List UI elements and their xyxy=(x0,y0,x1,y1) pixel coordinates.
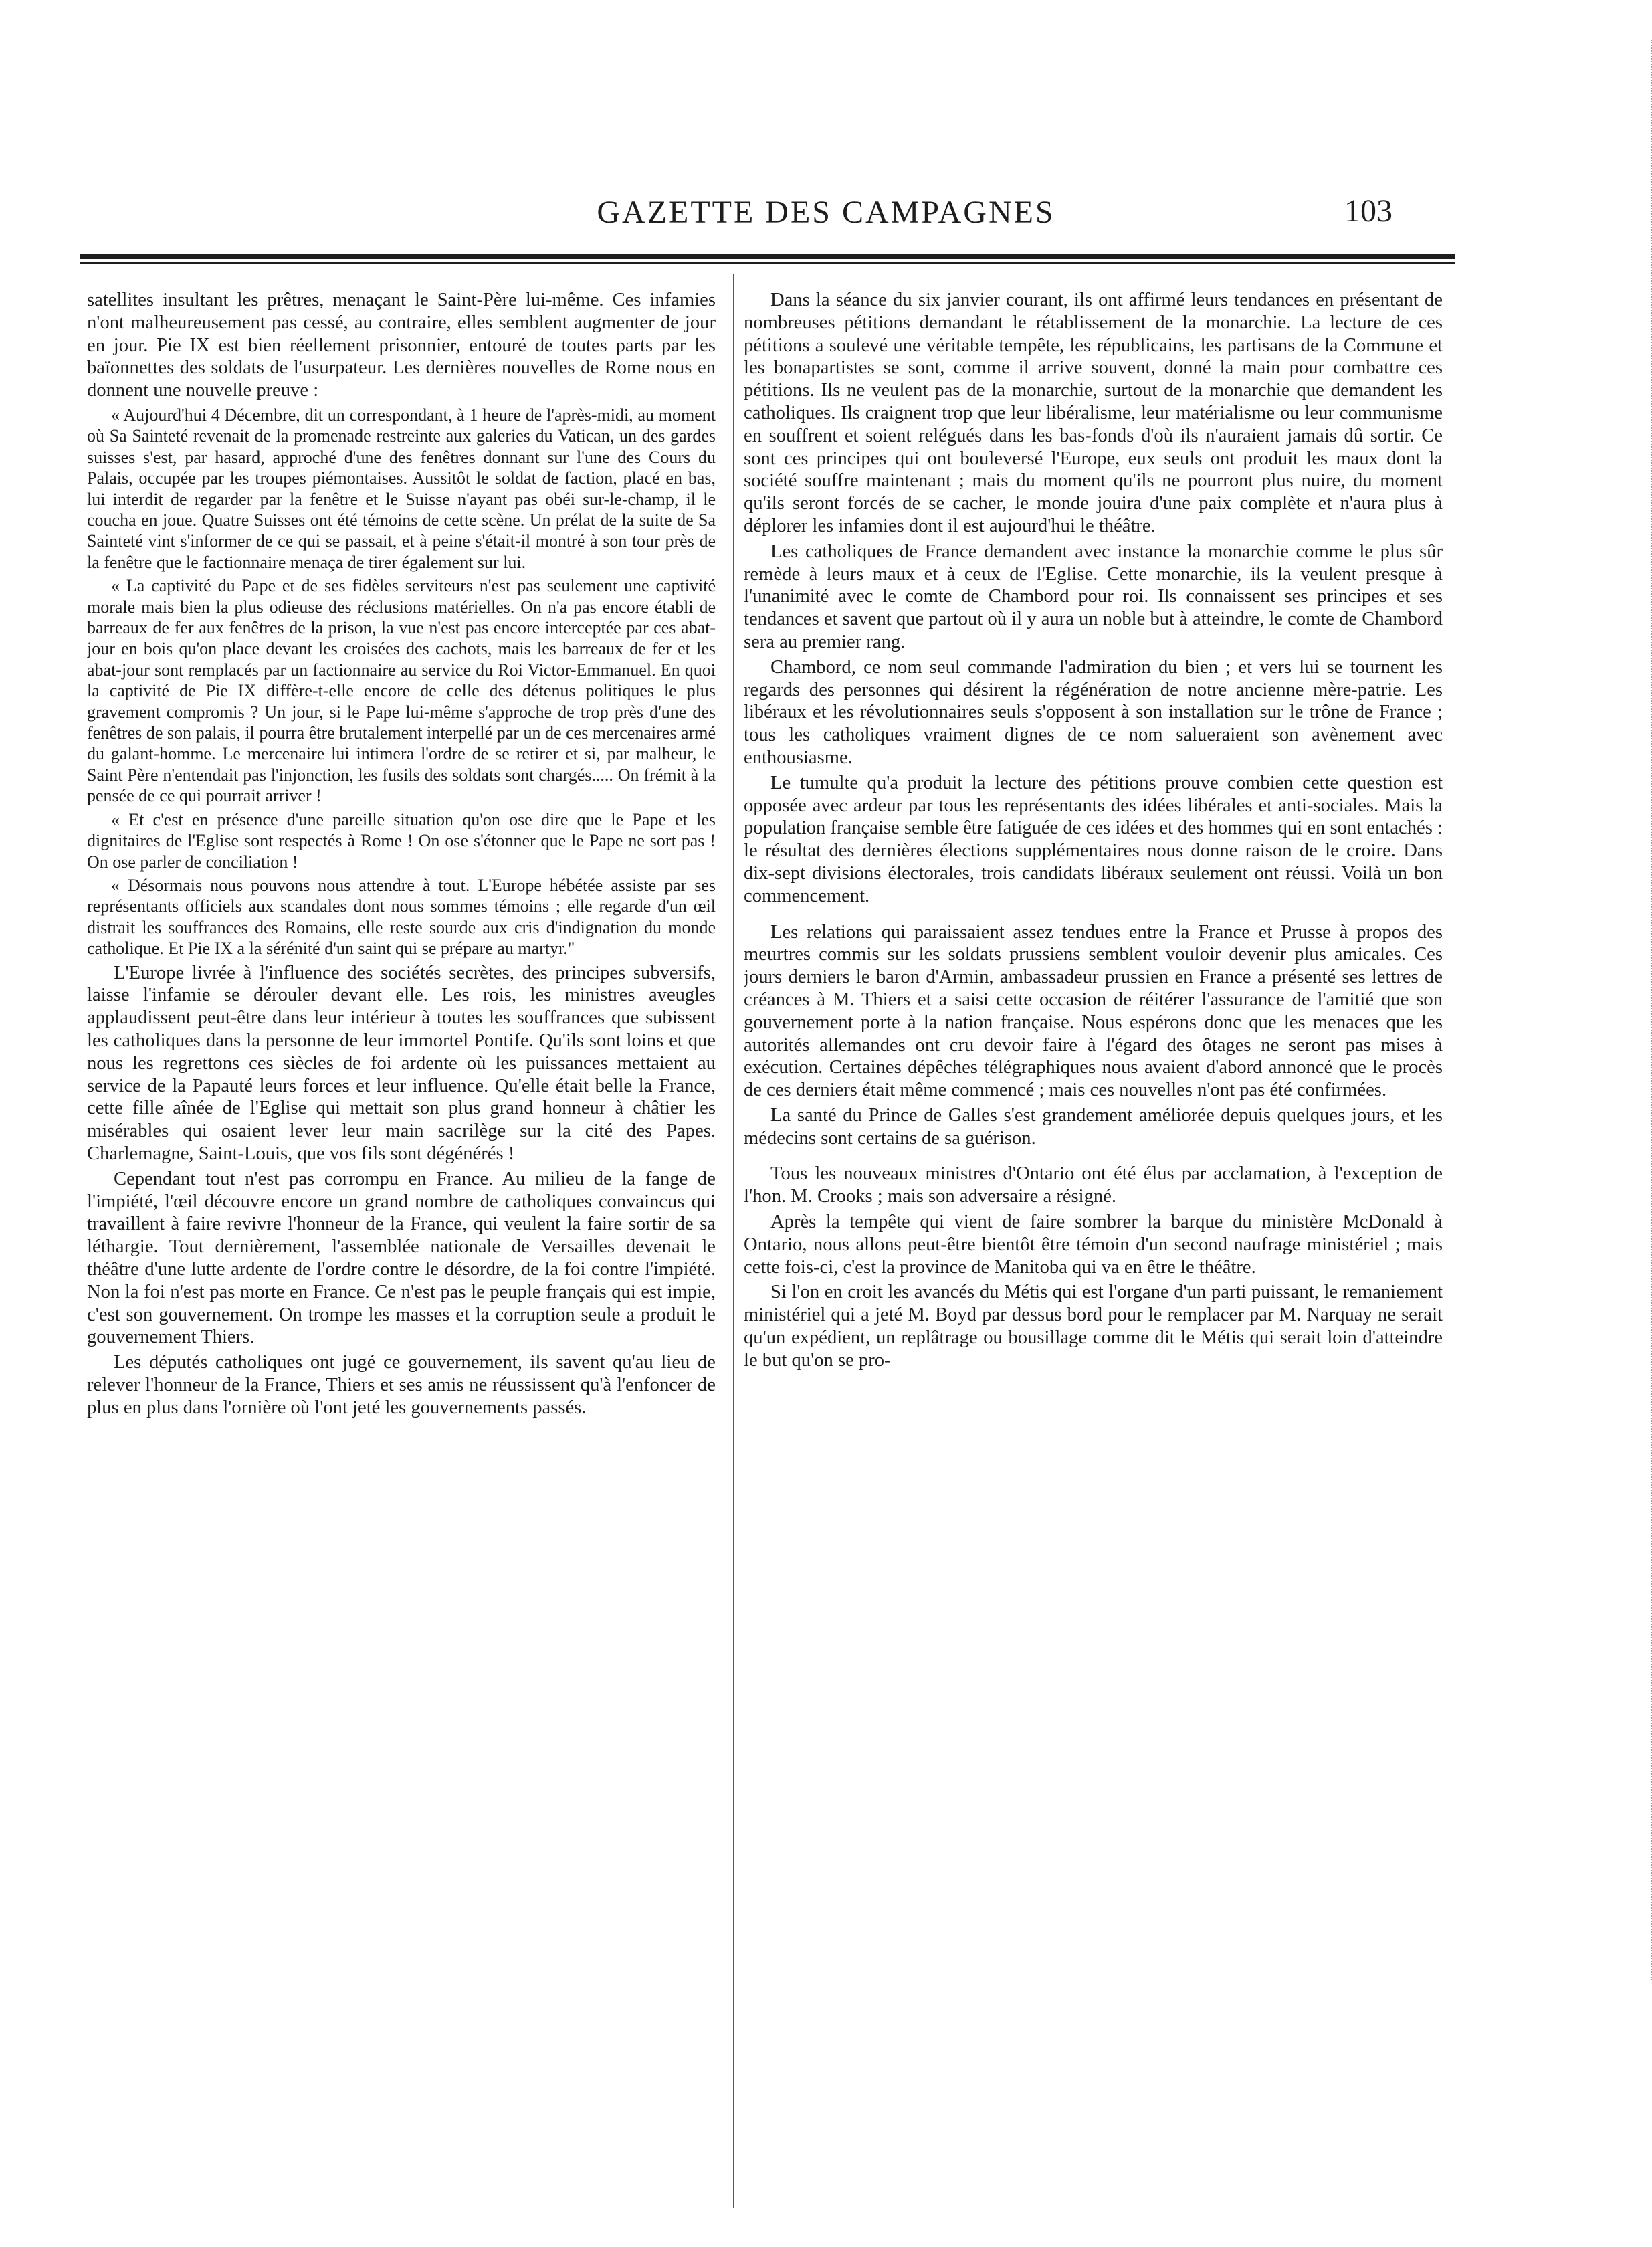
paragraph: Les députés catholiques ont jugé ce gouvernement, ils savent qu'au lieu de relever l'honneur de la France, Thiers et ses amis ne réussissent qu'à l'enfoncer de plus en plus dans l'ornière où l'ont jeté les gouvernements passés. xyxy=(87,1352,716,1418)
left-column xyxy=(87,289,716,2216)
quote-paragraph: « Et c'est en présence d'une pareille situation qu'on ose dire que le Pape et les dignitaires de l'Eglise sont respectés à Rome ! On ose s'étonner que le Pape ne sort pas ! On ose parler de conciliation ! xyxy=(87,809,716,872)
paragraph: Cependant tout n'est pas corrompu en France. Au milieu de la fange de l'impiété, l'œil découvre encore un grand nombre de catholiques convaincus qui travaillent à faire revivre l'honneur de la France, qui veulent la faire sortir de sa léthargie. Tout dernièrement, l'assemblée nationale de Versailles devenait le théâtre d'une lutte ardente de l'ordre contre le désordre, de la foi contre l'impiété. Non la foi n'est pas morte en France. Ce n'est pas le peuple français qui est impie, c'est son gouvernement. On trompe les masses et la corruption seule a produit le gouvernement Thiers. xyxy=(87,1168,716,1348)
right-column xyxy=(744,289,1443,2216)
quote-paragraph: « Aujourd'hui 4 Décembre, dit un correspondant, à 1 heure de l'après-midi, au moment où Sa Sainteté revenait de la promenade restreinte aux galeries du Vatican, un des gardes suisses s'est, par hasard, approché d'une des fenêtres donnant sur l'une des Cours du Palais, occupée par les troupes piémontaises. Aussitôt le soldat de faction, placé en bas, lui interdit de regarder par la fenêtre et le Suisse n'ayant pas obéi sur-le-champ, il le coucha en joue. Quatre Suisses ont été témoins de cette scène. Un prélat de la suite de Sa Sainteté vint s'informer de ce qui se passait, et à peine s'était-il montré à son tour près de la fenêtre que le factionnaire menaça de tirer également sur lui. xyxy=(87,405,716,572)
page-edge-mark xyxy=(1631,40,1652,1980)
paragraph: Tous les nouveaux ministres d'Ontario ont été élus par acclamation, à l'exception de l'hon. M. Crooks ; mais son adversaire a résigné. xyxy=(744,1163,1443,1207)
header-rule-thick xyxy=(80,254,1455,259)
paragraph: Après la tempête qui vient de faire sombrer la barque du ministère McDonald à Ontario, nous allons peut-être bientôt être témoin d'un second naufrage ministériel ; mais cette fois-ci, c'est la province de Manitoba qui va en être le théâtre. xyxy=(744,1211,1443,1278)
paragraph: L'Europe livrée à l'influence des sociétés secrètes, des principes subversifs, laisse l'infamie se dérouler devant elle. Les rois, les ministres aveugles applaudissent peut-être dans leur intérieur à toutes les souffrances que subissent les catholiques dans la personne de leur immortel Pontife. Qu'ils sont loins et que nous les regrettons ces siècles de foi ardente où les puissances mettaient au service de la Papauté leurs forces et leur influence. Qu'elle était belle la France, cette fille aînée de l'Eglise qui mettait son plus grand honneur à châtier les misérables qui osaient lever leur main sacrilège sur la cité des Papes. Charlemagne, Saint-Louis, que vos fils sont dégénérés ! xyxy=(87,962,716,1164)
paragraph: Si l'on en croit les avancés du Métis qui est l'organe d'un parti puissant, le remaniement ministériel qui a jeté M. Boyd par dessus bord pour le remplacer par M. Narquay ne serait qu'un expédient, un replâtrage ou bousillage comme dit le Métis qui serait loin d'atteindre le but qu'on se pro- xyxy=(744,1282,1443,1371)
quote-paragraph: « Désormais nous pouvons nous attendre à tout. L'Europe hébétée assiste par ses représentants officiels aux scandales dont nous sommes témoins ; elle regarde d'un œil distrait les souffrances des Romains, elle reste sourde aux cris d'indignation du monde catholique. Et Pie IX a la sérénité d'un saint qui se prépare au martyr." xyxy=(87,875,716,959)
paragraph: Les catholiques de France demandent avec instance la monarchie comme le plus sûr remède à leurs maux et à ceux de l'Eglise. Cette monarchie, ils la veulent presque à l'unanimité avec le comte de Chambord pour roi. Ils connaissent ses principes et ses tendances et savent que partout où il y aura un noble but à atteindre, le comte de Chambord sera au premier rang. xyxy=(744,541,1443,652)
paragraph: Le tumulte qu'a produit la lecture des pétitions prouve combien cette question est opposée avec ardeur par tous les représentants des idées libérales et anti-sociales. Mais la population française semble être fatiguée de ces idées et des hommes qui en sont entachés : le résultat des dernières élections supplémentaires nous donne raison de le croire. Dans dix-sept divisions électorales, trois candidats libéraux seulement ont réussi. Voilà un bon commencement. xyxy=(744,772,1443,906)
page-number: 103 xyxy=(1344,193,1392,229)
column-divider xyxy=(733,274,734,2208)
newspaper-title: GAZETTE DES CAMPAGNES xyxy=(597,195,1055,230)
paragraph: satellites insultant les prêtres, menaçant le Saint-Père lui-même. Ces infamies n'ont malheureusement pas cessé, au contraire, elles semblent augmenter de jour en jour. Pie IX est bien réellement prisonnier, entouré de toutes parts par les baïonnettes des soldats de l'usurpateur. Les dernières nouvelles de Rome nous en donnent une nouvelle preuve : xyxy=(87,290,716,401)
paragraph: Les relations qui paraissaient assez tendues entre la France et Prusse à propos des meurtres commis sur les soldats prussiens semblent vouloir devenir plus amicales. Ces jours derniers le baron d'Armin, ambassadeur prussien en France a présenté ses lettres de créances à M. Thiers et a saisi cette occasion de réitérer l'assurance de l'amitié que son gouvernement porte à la nation française. Nous espérons donc que les menaces que les autorités allemandes ont cru devoir faire à l'égard des ôtages ne seront pas mises à exécution. Certaines dépêches télégraphiques nous avaient d'abord annoncé que le procès de ces derniers était même commencé ; mais ces nouvelles n'ont pas été confirmées. xyxy=(744,921,1443,1101)
masthead xyxy=(0,187,1652,241)
paragraph: Chambord, ce nom seul commande l'admiration du bien ; et vers lui se tournent les regards des personnes qui désirent la régénération de notre ancienne mère-patrie. Les libéraux et les révolutionnaires seuls s'opposent à son installation sur le trône de France ; tous les catholiques vraiment dignes de ce nom salueraient son avènement avec enthousiasme. xyxy=(744,656,1443,768)
paragraph: Dans la séance du six janvier courant, ils ont affirmé leurs tendances en présentant de nombreuses pétitions demandant le rétablissement de la monarchie. La lecture de ces pétitions a soulevé une véritable tempête, les républicains, les partisans de la Commune et les bonapartistes se sont, comme il arrive souvent, donné la main pour combattre ces pétitions. Ils ne veulent pas de la monarchie, surtout de la monarchie que demandent les catholiques. Ils craignent trop que leur libéralisme, leur matérialisme ou leur communisme en souffrent et soient relégués dans les bas-fonds d'où ils n'auraient jamais dû sortir. Ce sont ces principes qui ont bouleversé l'Europe, eux seuls ont produit les maux dont la société souffre maintenant ; mais du moment qu'ils ne pourront plus nuire, du moment qu'ils seront forcés de se cacher, le monde jouira d'une paix complète et n'aura plus à déplorer les infamies dont il est aujourd'hui le théâtre. xyxy=(744,290,1443,536)
header-rule-thin xyxy=(80,262,1455,264)
paragraph: La santé du Prince de Galles s'est grandement améliorée depuis quelques jours, et les médecins sont certains de sa guérison. xyxy=(744,1104,1443,1149)
quote-paragraph: « La captivité du Pape et de ses fidèles serviteurs n'est pas seulement une captivité morale mais bien la plus odieuse des réclusions matérielles. On n'a pas encore établi de barreaux de fer aux fenêtres de la prison, la vue n'est pas encore interceptée par ces abat-jour en bois qu'on place devant les croisées des cachots, mais les barreaux de fer et les abat-jour sont remplacés par un factionnaire au service du Roi Victor-Emmanuel. En quoi la captivité de Pie IX diffère-t-elle encore de celle des détenus politiques le plus gravement compromis ? Un jour, si le Pape lui-même s'approche de trop près d'une des fenêtres de son palais, il pourra être brutalement interpellé par un de ces mercenaires armé du galant-homme. Le mercenaire lui intimera l'ordre de se retirer et si, par malheur, le Saint Père n'entendait pas l'injonction, les fusils des soldats sont chargés..... On frémit à la pensée de ce qui pourrait arriver ! xyxy=(87,576,716,806)
